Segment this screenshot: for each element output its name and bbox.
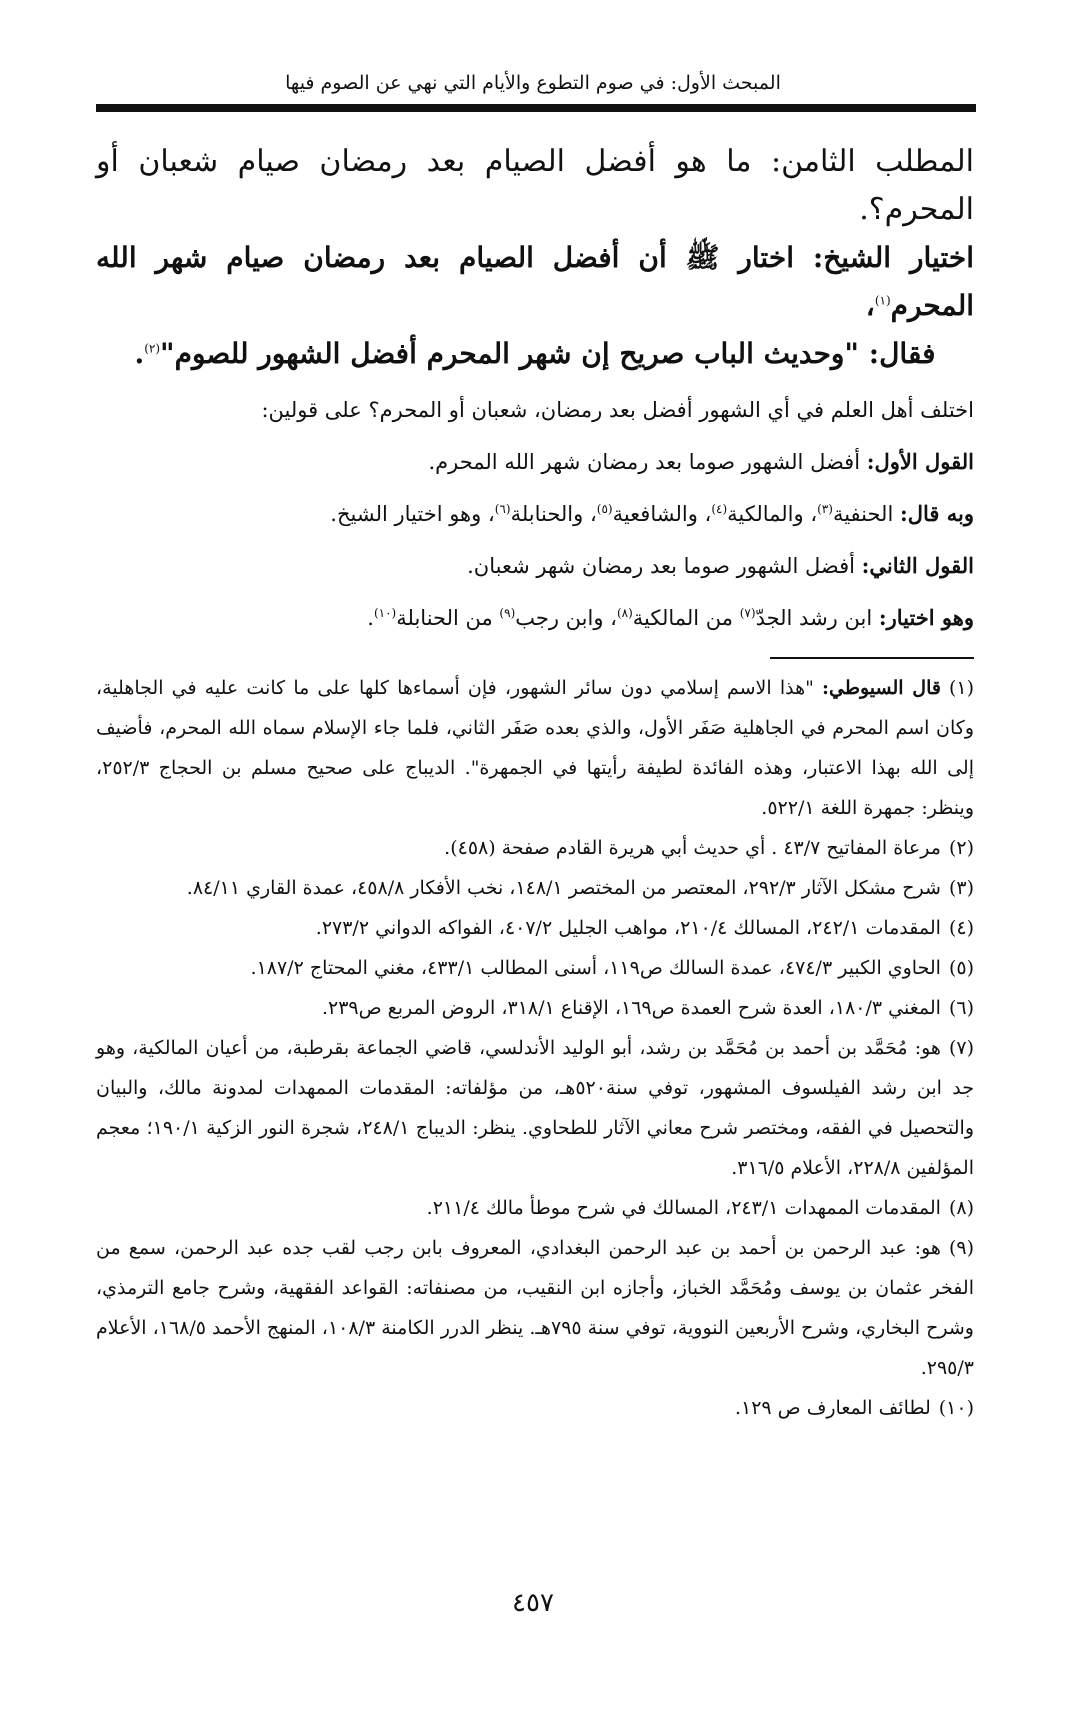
footnote-number: (٩) (948, 1237, 974, 1259)
separator: ، (803, 502, 818, 526)
footnote (96, 1188, 974, 1228)
footnote-text: شرح مشكل الآثار ٢٩٢/٣، المعتصر من المختصر ١٤٨/١، نخب الأفكار ٤٥٨/٨، عمدة القاري ٨٤/١١. (186, 877, 941, 899)
footnote-ref[interactable]: (٨) (616, 606, 633, 620)
holder-ibn-rushd: ابن رشد الجدّ (755, 606, 873, 630)
footnote-number: (٨) (948, 1197, 974, 1219)
footnote (96, 1228, 974, 1388)
main-text (96, 138, 974, 644)
footnote-number: (٣) (948, 877, 974, 899)
first-opinion (96, 436, 974, 488)
holder-maliki: من المالكية (632, 606, 734, 630)
footnote-number: (٦) (948, 997, 974, 1019)
footnote-rule (770, 657, 974, 659)
footnote (96, 1388, 974, 1428)
separator: ، (697, 502, 712, 526)
school-hanafi: الحنفية (832, 502, 894, 526)
footnote-text: المقدمات الممهدات ٢٤٣/١، المسالك في شرح موطأ مالك ٢١١/٤. (426, 1197, 941, 1219)
footnote-number: (٥) (948, 957, 974, 979)
holder-ibn-rajab: وابن رجب (515, 606, 604, 630)
footnote (96, 1028, 974, 1188)
header-rule (96, 104, 976, 112)
second-opinion-holders (96, 592, 974, 644)
second-opinion-label: القول الثاني: (861, 553, 974, 578)
footnote-text: لطائف المعارف ص ١٢٩. (734, 1397, 931, 1419)
separator (733, 606, 740, 630)
second-opinion (96, 540, 974, 592)
footnote-number: (١) (948, 677, 974, 699)
separator: ، (481, 502, 495, 526)
footnote-label: قال السيوطي: (822, 677, 941, 699)
school-hanbali: والحنابلة (510, 502, 584, 526)
separator: ، (603, 606, 617, 630)
school-shafii: والشافعية (612, 502, 698, 526)
separator: ، (583, 502, 597, 526)
footnote-ref[interactable]: (٩) (499, 606, 516, 620)
footnote-number: (٢) (948, 837, 974, 859)
footnote-ref[interactable]: (١) (874, 293, 891, 308)
footnote (96, 668, 974, 828)
footnote-text: "هذا الاسم إسلامي دون سائر الشهور، فإن أسماءها كلها على ما كانت عليه في الجاهلية، وكان اسم المحرم في الجاهلية صَفَر الأول، والذي بعده صَفَر الثاني، فلما جاء الإسلام سماه الله المحرم، فأضيف إلى الله بهذا الاعتبار، وهذه الفائدة لطيفة رأيتها في الجمهرة". الديباج على صحيح مسلم بن الحجاج ٢٥٢/٣، وينظر: جمهرة اللغة ٥٢٢/١. (96, 677, 974, 819)
section-heading: المطلب الثامن: ما هو أفضل الصيام بعد رمضان صيام شعبان أو المحرم؟. (96, 144, 974, 227)
holders-end: وهو اختيار الشيخ. (330, 502, 482, 526)
sheikh-choice-text: اختيار الشيخ: اختار ﷺ أن أفضل الصيام بعد رمضان صيام شهر الله المحرم (96, 241, 974, 322)
footnote-ref[interactable]: (٢) (144, 341, 161, 356)
holders-label: وبه قال: (899, 501, 974, 526)
footnote (96, 908, 974, 948)
footnote-ref[interactable]: (٥) (596, 502, 613, 516)
footnote-number: (٧) (948, 1037, 974, 1059)
footnote-ref[interactable]: (١٠) (373, 606, 397, 620)
school-maliki: والمالكية (727, 502, 804, 526)
footnote-ref[interactable]: (٧) (739, 606, 756, 620)
footnote-text: هو: عبد الرحمن بن أحمد بن عبد الرحمن البغدادي، المعروف بابن رجب لقب جده عبد الرحمن، سمع من الفخر عثمان بن يوسف ومُحَمَّد الخباز، وأجازه ابن النقيب، من مصنفاته: القواعد الفقهية، وشرح جامع الترمذي، وشرح البخاري، وشرح الأربعين النووية، توفي سنة ٧٩٥هـ. ينظر الدرر الكامنة ١٠٨/٣، المنهج الأحمد ١٦٨/٥، الأعلام ٢٩٥/٣. (96, 1237, 974, 1379)
punctuation: ، (865, 289, 875, 322)
first-opinion-label: القول الأول: (866, 449, 974, 474)
separator: . (367, 606, 374, 630)
footnote-number: (١٠) (938, 1397, 974, 1419)
footnote-number: (٤) (948, 917, 974, 939)
punctuation: . (134, 337, 145, 370)
footnote (96, 988, 974, 1028)
intro-paragraph: اختلف أهل العلم في أي الشهور أفضل بعد رمضان، شعبان أو المحرم؟ على قولين: (261, 398, 974, 422)
sheikh-quote-line (96, 330, 974, 378)
footnote (96, 948, 974, 988)
footnote-ref[interactable]: (٤) (711, 502, 728, 516)
holder-hanbali: من الحنابلة (396, 606, 493, 630)
footnote-ref[interactable]: (٣) (817, 502, 833, 516)
sheikh-choice-line (96, 234, 974, 330)
first-opinion-text: أفضل الشهور صوما بعد رمضان شهر الله المحرم. (428, 450, 861, 474)
footnote-ref[interactable]: (٦) (494, 502, 511, 516)
footnote-text: المغني ١٨٠/٣، العدة شرح العمدة ص١٦٩، الإقناع ٣١٨/١، الروض المربع ص٢٣٩. (321, 997, 941, 1019)
footnote-text: مرعاة المفاتيح ٤٣/٧ . أي حديث أبي هريرة القادم صفحة (٤٥٨). (444, 837, 941, 859)
footnote-text: هو: مُحَمَّد بن أحمد بن مُحَمَّد بن رشد، أبو الوليد الأندلسي، قاضي الجماعة بقرطبة، من أعيان المالكية، وهو جد ابن رشد الفيلسوف المشهور، توفي سنة٥٢٠هـ، من مؤلفاته: المقدمات الممهدات لمدونة مالك، والبيان والتحصيل في الفقه، ومختصر شرح معاني الآثار للطحاوي. ينظر: الديباج ٢٤٨/١، شجرة النور الزكية ١٩٠/١؛ معجم المؤلفين ٢٢٨/٨، الأعلام ٣١٦/٥. (96, 1037, 974, 1179)
footnotes (96, 668, 974, 1428)
footnote (96, 868, 974, 908)
page-number: ٤٥٧ (512, 1588, 554, 1618)
sheikh-quote-text: فقال: "وحديث الباب صريح إن شهر المحرم أفضل الشهور للصوم" (160, 337, 936, 370)
choice-label: وهو اختيار: (878, 605, 974, 630)
first-opinion-holders (96, 488, 974, 540)
footnote-text: الحاوي الكبير ٤٧٤/٣، عمدة السالك ص١١٩، أسنى المطالب ٤٣٣/١، مغني المحتاج ١٨٧/٢. (250, 957, 941, 979)
second-opinion-text: أفضل الشهور صوما بعد رمضان شهر شعبان. (467, 554, 855, 578)
footnote-text: المقدمات ٢٤٢/١، المسالك ٢١٠/٤، مواهب الجليل ٤٠٧/٢، الفواكه الدواني ٢٧٣/٢. (315, 917, 941, 939)
footnote (96, 828, 974, 868)
running-header: المبحث الأول: في صوم التطوع والأيام التي نهي عن الصوم فيها (285, 72, 781, 94)
